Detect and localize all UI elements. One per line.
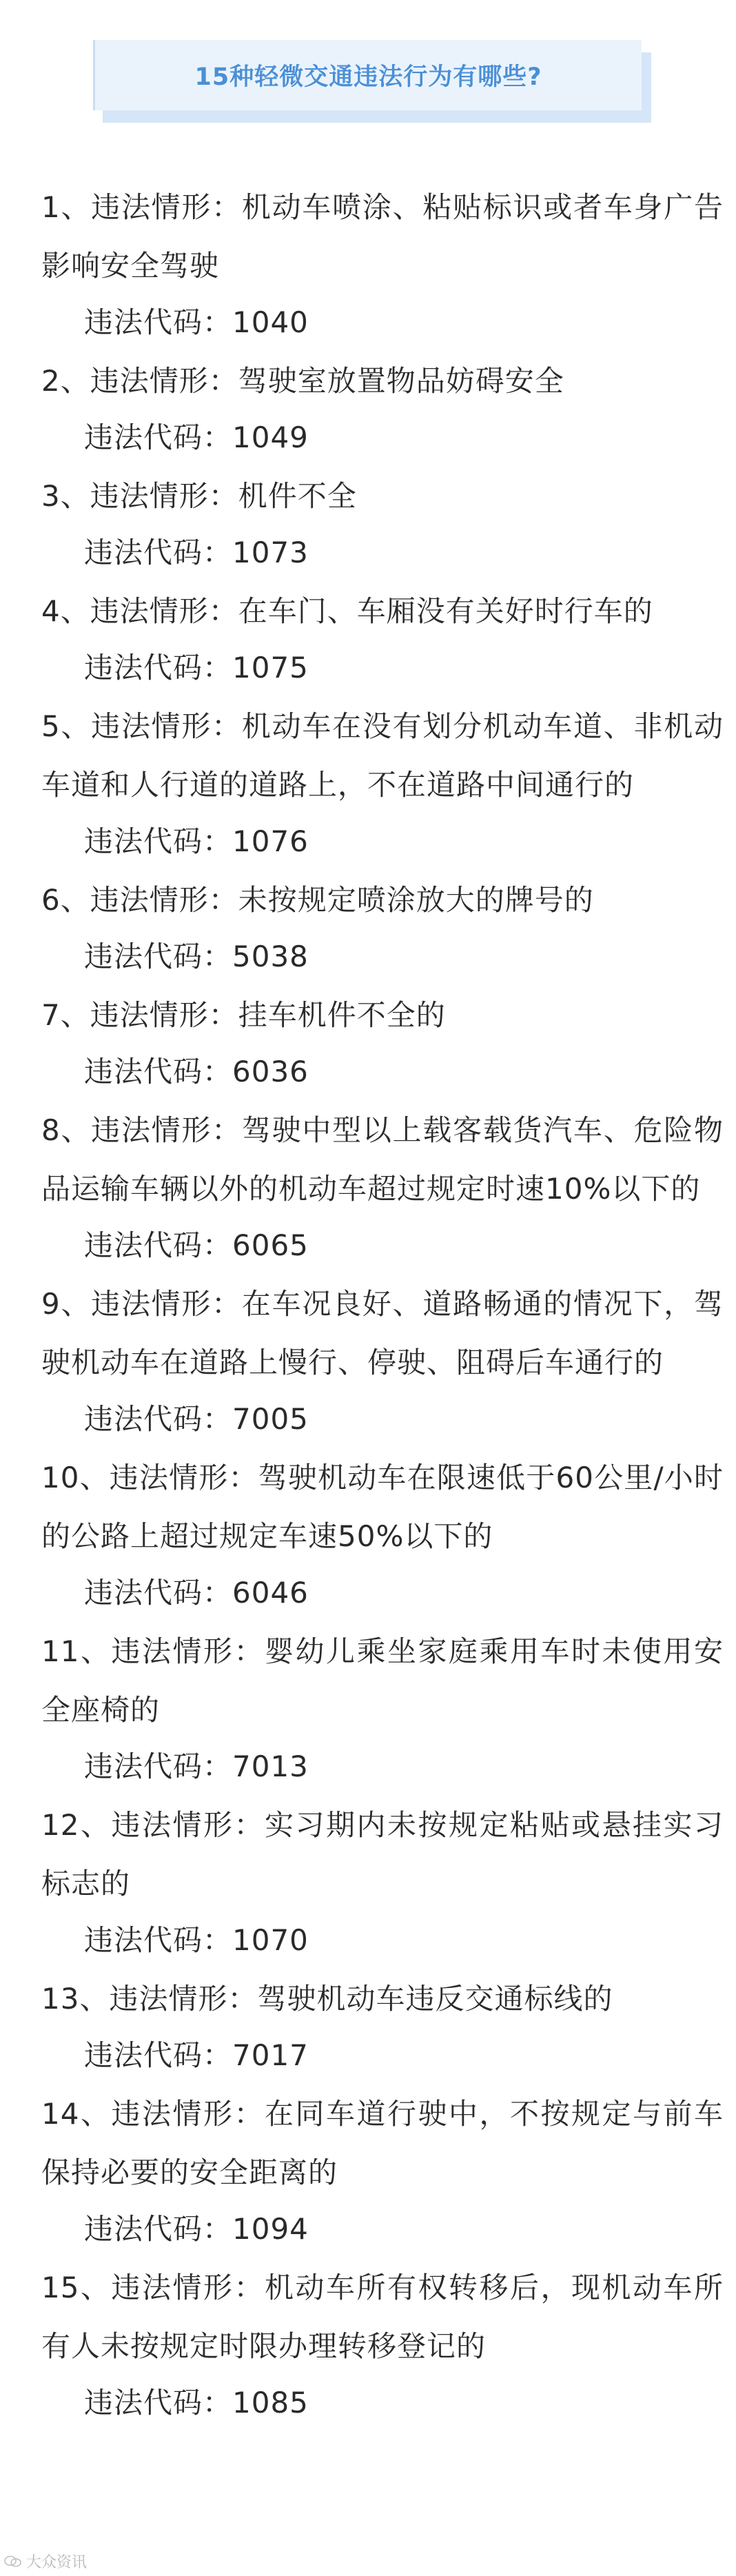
list-item: [41, 1448, 724, 1621]
violation-situation: 3、违法情形：机件不全: [41, 479, 357, 513]
violation-code: 违法代码：6046: [84, 1576, 309, 1610]
violation-code: 违法代码：1076: [84, 824, 309, 858]
violation-code: 违法代码：7005: [84, 1402, 309, 1436]
list-item: [41, 178, 724, 350]
violation-situation: 13、违法情形：驾驶机动车违反交通标线的: [41, 1982, 613, 2016]
violation-code: 违法代码：1073: [84, 536, 309, 569]
title-banner: [93, 40, 651, 123]
violation-code: 违法代码：5038: [84, 940, 309, 973]
violation-situation: 14、违法情形：在同车道行驶中，不按规定与前车保持必要的安全距离的: [41, 2097, 724, 2189]
violation-situation: 15、违法情形：机动车所有权转移后，现机动车所有人未按规定时限办理转移登记的: [41, 2271, 724, 2363]
violation-situation: 9、违法情形：在车况良好、道路畅通的情况下，驾驶机动车在道路上慢行、停驶、阻碍后车通行的: [41, 1287, 724, 1379]
list-item: [41, 1622, 724, 1794]
list-item: [41, 1275, 724, 1447]
list-item: [41, 2085, 724, 2257]
violation-situation: 8、违法情形：驾驶中型以上载客载货汽车、危险物品运输车辆以外的机动车超过规定时速10%以下的: [41, 1113, 724, 1206]
watermark-text: 大众资讯: [26, 2554, 88, 2571]
list-item: [41, 352, 724, 465]
list-item: [41, 1101, 724, 1273]
violation-code: 违法代码：1094: [84, 2212, 309, 2246]
violation-code: 违法代码：6065: [84, 1228, 309, 1262]
list-item: [41, 986, 724, 1099]
wechat-style-logo-icon: [4, 2555, 22, 2568]
violation-code: 违法代码：1070: [84, 1923, 309, 1957]
list-item: [41, 467, 724, 580]
violation-situation: 4、违法情形：在车门、车厢没有关好时行车的: [41, 594, 653, 628]
violation-code: 违法代码：1075: [84, 651, 309, 684]
violation-situation: 10、违法情形：驾驶机动车在限速低于60公里/小时的公路上超过规定车速50%以下的: [41, 1461, 724, 1553]
violation-list: [41, 178, 724, 2432]
list-item: [41, 871, 724, 984]
violation-situation: 5、违法情形：机动车在没有划分机动车道、非机动车道和人行道的道路上，不在道路中间通行的: [41, 709, 724, 802]
list-item: [41, 1796, 724, 1968]
list-item: [41, 697, 724, 869]
violation-situation: 12、违法情形：实习期内未按规定粘贴或悬挂实习标志的: [41, 1808, 724, 1900]
violation-situation: 6、违法情形：未按规定喷涂放大的牌号的: [41, 883, 594, 917]
violation-code: 违法代码：6036: [84, 1055, 309, 1088]
watermark: [4, 2550, 87, 2572]
title-box: [93, 40, 642, 110]
list-item: [41, 2258, 724, 2431]
violation-code: 违法代码：1085: [84, 2386, 309, 2420]
violation-situation: 1、违法情形：机动车喷涂、粘贴标识或者车身广告影响安全驾驶: [41, 190, 724, 283]
violation-situation: 11、违法情形：婴幼儿乘坐家庭乘用车时未使用安全座椅的: [41, 1634, 724, 1727]
violation-situation: 2、违法情形：驾驶室放置物品妨碍安全: [41, 364, 564, 398]
violation-code: 违法代码：1049: [84, 420, 309, 454]
list-item: [41, 1969, 724, 2083]
violation-code: 违法代码：7017: [84, 2038, 309, 2072]
violation-situation: 7、违法情形：挂车机件不全的: [41, 998, 446, 1032]
list-item: [41, 582, 724, 696]
page-title: 15种轻微交通违法行为有哪些?: [194, 63, 542, 91]
violation-code: 违法代码：1040: [84, 305, 309, 339]
violation-code: 违法代码：7013: [84, 1750, 309, 1783]
